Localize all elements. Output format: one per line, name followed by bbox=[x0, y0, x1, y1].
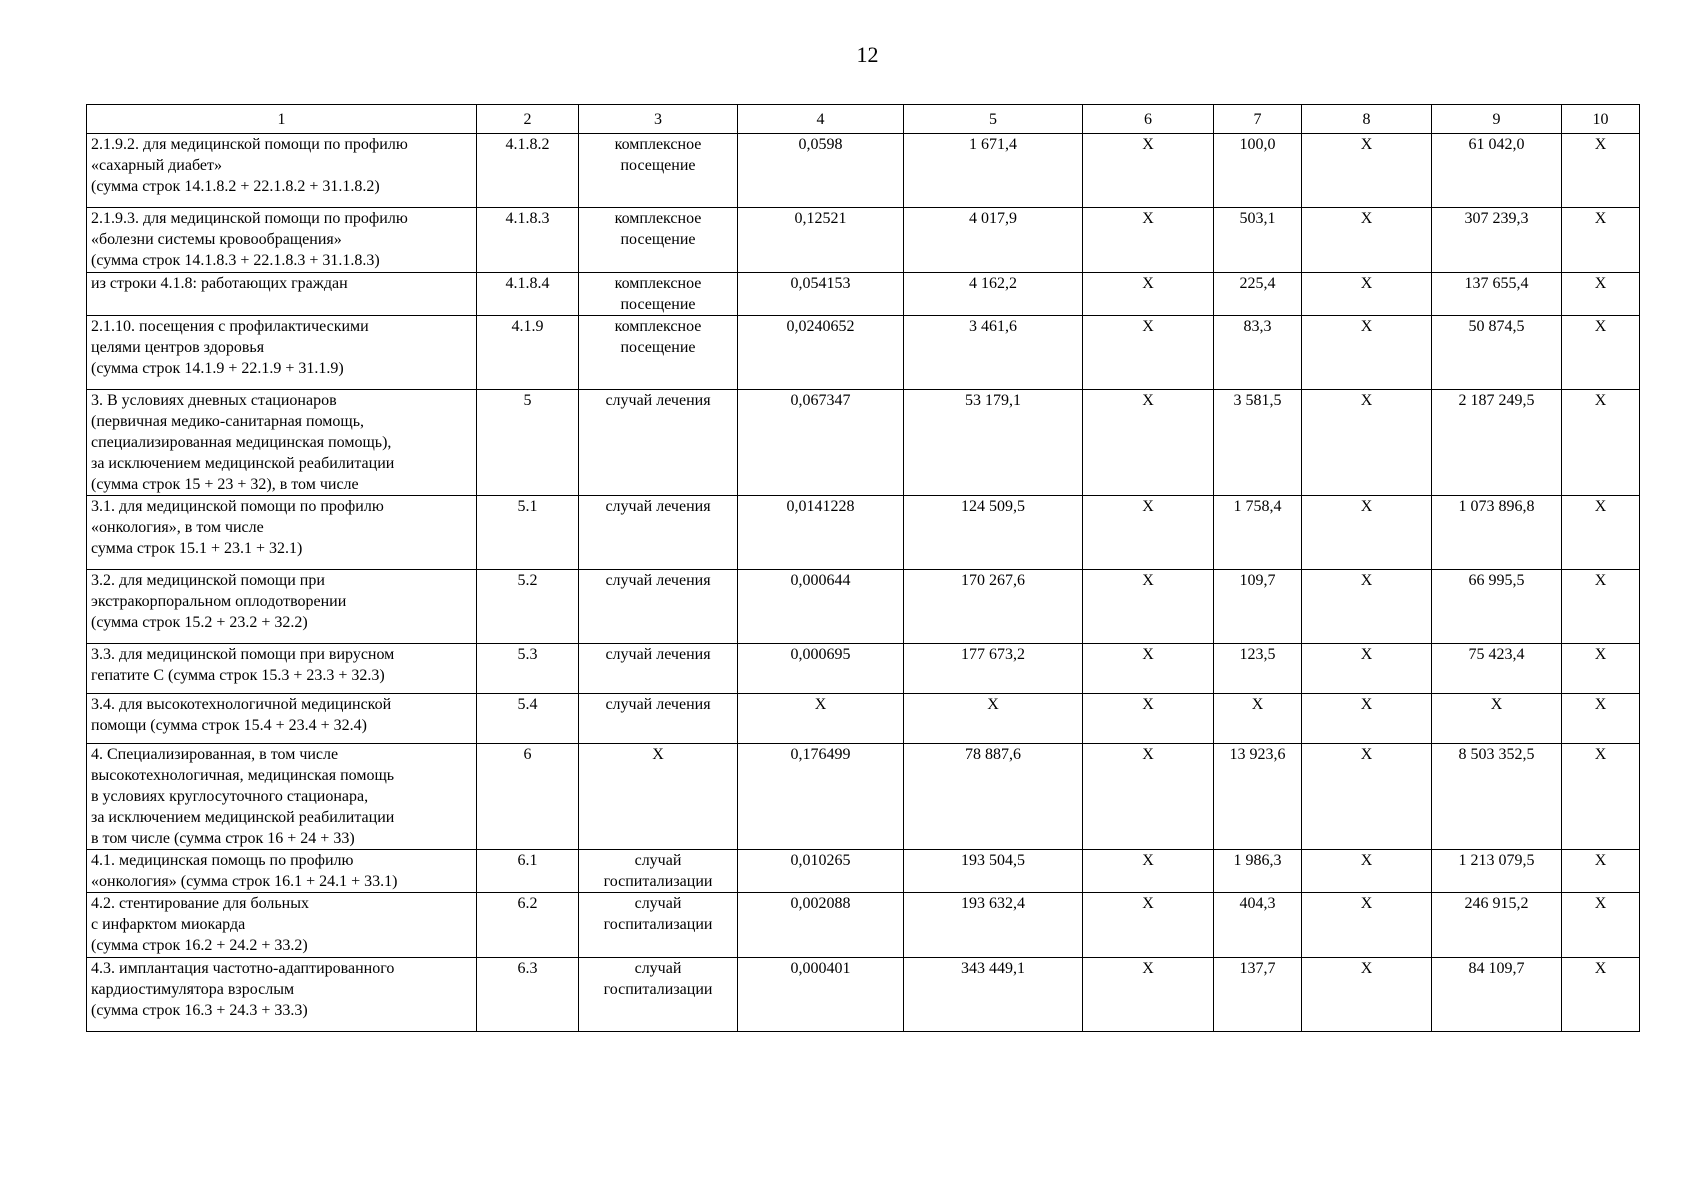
unit-cell: случай лечения bbox=[579, 694, 738, 744]
value-cell-10: Х bbox=[1562, 893, 1640, 958]
row-name-line: с инфарктом миокарда bbox=[91, 916, 246, 933]
value-cell-6: Х bbox=[1083, 208, 1214, 273]
value-cell-9: 75 423,4 bbox=[1432, 644, 1562, 694]
column-header: 1 bbox=[87, 105, 477, 134]
value-cell-10: Х bbox=[1562, 208, 1640, 273]
value-cell-5: 177 673,2 bbox=[904, 644, 1083, 694]
row-name-line: за исключением медицинской реабилитации bbox=[91, 809, 395, 826]
value-cell-8: Х bbox=[1302, 570, 1432, 644]
row-name-line: целями центров здоровья bbox=[91, 339, 265, 356]
column-header: 5 bbox=[904, 105, 1083, 134]
value-cell-5: 53 179,1 bbox=[904, 390, 1083, 496]
row-code-cell: 6 bbox=[477, 744, 579, 850]
value-cell-5: 170 267,6 bbox=[904, 570, 1083, 644]
row-code-cell: 4.1.8.4 bbox=[477, 273, 579, 316]
value-cell-5: 4 162,2 bbox=[904, 273, 1083, 316]
unit-cell: случай госпитализации bbox=[579, 850, 738, 893]
value-cell-4: 0,12521 bbox=[738, 208, 904, 273]
row-code-cell: 6.2 bbox=[477, 893, 579, 958]
value-cell-4: 0,000644 bbox=[738, 570, 904, 644]
value-cell-5: 3 461,6 bbox=[904, 316, 1083, 390]
column-header: 4 bbox=[738, 105, 904, 134]
value-cell-7: 13 923,6 bbox=[1214, 744, 1302, 850]
row-name-line: 2.1.9.2. для медицинской помощи по профилю bbox=[91, 136, 408, 153]
value-cell-6: Х bbox=[1083, 273, 1214, 316]
data-table bbox=[86, 104, 1640, 1032]
unit-cell: комплексное посещение bbox=[579, 208, 738, 273]
unit-cell: случай госпитализации bbox=[579, 958, 738, 1032]
row-name-line: 3.2. для медицинской помощи при bbox=[91, 572, 325, 589]
row-name-line: (сумма строк 14.1.9 + 22.1.9 + 31.1.9) bbox=[91, 360, 344, 377]
value-cell-4: 0,000401 bbox=[738, 958, 904, 1032]
row-code-cell: 5.3 bbox=[477, 644, 579, 694]
row-name-line: 2.1.9.3. для медицинской помощи по профилю bbox=[91, 210, 408, 227]
value-cell-4: 0,176499 bbox=[738, 744, 904, 850]
value-cell-8: Х bbox=[1302, 496, 1432, 570]
value-cell-4: 0,010265 bbox=[738, 850, 904, 893]
unit-cell: случай лечения bbox=[579, 570, 738, 644]
value-cell-7: 1 986,3 bbox=[1214, 850, 1302, 893]
row-name-cell bbox=[87, 134, 477, 208]
value-cell-10: Х bbox=[1562, 850, 1640, 893]
value-cell-7: 503,1 bbox=[1214, 208, 1302, 273]
value-cell-8: Х bbox=[1302, 644, 1432, 694]
value-cell-10: Х bbox=[1562, 570, 1640, 644]
value-cell-5: 78 887,6 bbox=[904, 744, 1083, 850]
value-cell-10: Х bbox=[1562, 958, 1640, 1032]
unit-cell: комплексное посещение bbox=[579, 316, 738, 390]
value-cell-8: Х bbox=[1302, 273, 1432, 316]
value-cell-6: Х bbox=[1083, 694, 1214, 744]
value-cell-6: Х bbox=[1083, 893, 1214, 958]
row-name-cell bbox=[87, 390, 477, 496]
value-cell-4: 0,0240652 bbox=[738, 316, 904, 390]
value-cell-7: 100,0 bbox=[1214, 134, 1302, 208]
value-cell-8: Х bbox=[1302, 390, 1432, 496]
value-cell-9: 1 213 079,5 bbox=[1432, 850, 1562, 893]
table-row bbox=[87, 496, 1640, 570]
column-header: 6 bbox=[1083, 105, 1214, 134]
table-row bbox=[87, 570, 1640, 644]
row-code-cell: 5 bbox=[477, 390, 579, 496]
row-name-line: «болезни системы кровообращения» bbox=[91, 231, 342, 248]
row-name-cell bbox=[87, 208, 477, 273]
value-cell-4: 0,067347 bbox=[738, 390, 904, 496]
value-cell-7: 3 581,5 bbox=[1214, 390, 1302, 496]
table-row bbox=[87, 744, 1640, 850]
value-cell-9: 137 655,4 bbox=[1432, 273, 1562, 316]
value-cell-6: Х bbox=[1083, 570, 1214, 644]
row-name-line: (сумма строк 14.1.8.3 + 22.1.8.3 + 31.1.8.3) bbox=[91, 252, 380, 269]
row-code-cell: 5.2 bbox=[477, 570, 579, 644]
unit-cell: комплексное посещение bbox=[579, 273, 738, 316]
row-name-line: 2.1.10. посещения с профилактическими bbox=[91, 318, 369, 335]
row-name-line: кардиостимулятора взрослым bbox=[91, 981, 295, 998]
value-cell-7: 109,7 bbox=[1214, 570, 1302, 644]
row-code-cell: 4.1.9 bbox=[477, 316, 579, 390]
value-cell-10: Х bbox=[1562, 644, 1640, 694]
value-cell-6: Х bbox=[1083, 496, 1214, 570]
unit-cell: случай лечения bbox=[579, 496, 738, 570]
value-cell-7: 137,7 bbox=[1214, 958, 1302, 1032]
header-row bbox=[87, 105, 1640, 134]
value-cell-9: 246 915,2 bbox=[1432, 893, 1562, 958]
row-name-line: 3.1. для медицинской помощи по профилю bbox=[91, 498, 384, 515]
value-cell-7: 225,4 bbox=[1214, 273, 1302, 316]
row-name-line: (сумма строк 14.1.8.2 + 22.1.8.2 + 31.1.8.2) bbox=[91, 178, 380, 195]
value-cell-5: 193 504,5 bbox=[904, 850, 1083, 893]
row-code-cell: 6.3 bbox=[477, 958, 579, 1032]
value-cell-9: Х bbox=[1432, 694, 1562, 744]
table-row bbox=[87, 694, 1640, 744]
value-cell-5: 124 509,5 bbox=[904, 496, 1083, 570]
value-cell-6: Х bbox=[1083, 134, 1214, 208]
row-name-cell bbox=[87, 316, 477, 390]
value-cell-9: 50 874,5 bbox=[1432, 316, 1562, 390]
value-cell-5: 4 017,9 bbox=[904, 208, 1083, 273]
value-cell-8: Х bbox=[1302, 893, 1432, 958]
row-name-line: «онкология», в том числе bbox=[91, 519, 264, 536]
value-cell-4: 0,0141228 bbox=[738, 496, 904, 570]
value-cell-4: 0,002088 bbox=[738, 893, 904, 958]
value-cell-4: 0,0598 bbox=[738, 134, 904, 208]
row-name-line: за исключением медицинской реабилитации bbox=[91, 455, 395, 472]
row-code-cell: 4.1.8.2 bbox=[477, 134, 579, 208]
table-row bbox=[87, 390, 1640, 496]
value-cell-8: Х bbox=[1302, 694, 1432, 744]
row-name-cell bbox=[87, 958, 477, 1032]
row-name-cell bbox=[87, 273, 477, 316]
row-name-line: 3.3. для медицинской помощи при вирусном bbox=[91, 646, 395, 663]
row-name-line: специализированная медицинская помощь), bbox=[91, 434, 392, 451]
row-name-line: 4.3. имплантация частотно-адаптированного bbox=[91, 960, 395, 977]
value-cell-10: Х bbox=[1562, 134, 1640, 208]
value-cell-9: 8 503 352,5 bbox=[1432, 744, 1562, 850]
row-name-line: из строки 4.1.8: работающих граждан bbox=[91, 275, 348, 292]
row-name-line: «онкология» (сумма строк 16.1 + 24.1 + 33.1) bbox=[91, 873, 398, 890]
row-code-cell: 6.1 bbox=[477, 850, 579, 893]
unit-cell: Х bbox=[579, 744, 738, 850]
value-cell-7: 1 758,4 bbox=[1214, 496, 1302, 570]
row-name-line: 3. В условиях дневных стационаров bbox=[91, 392, 337, 409]
value-cell-4: Х bbox=[738, 694, 904, 744]
value-cell-8: Х bbox=[1302, 958, 1432, 1032]
value-cell-6: Х bbox=[1083, 316, 1214, 390]
row-name-line: (сумма строк 16.3 + 24.3 + 33.3) bbox=[91, 1002, 308, 1019]
value-cell-7: 123,5 bbox=[1214, 644, 1302, 694]
row-name-line: в том числе (сумма строк 16 + 24 + 33) bbox=[91, 830, 355, 847]
value-cell-5: Х bbox=[904, 694, 1083, 744]
column-header: 3 bbox=[579, 105, 738, 134]
table-row bbox=[87, 208, 1640, 273]
value-cell-8: Х bbox=[1302, 316, 1432, 390]
value-cell-8: Х bbox=[1302, 134, 1432, 208]
value-cell-8: Х bbox=[1302, 208, 1432, 273]
column-header: 7 bbox=[1214, 105, 1302, 134]
value-cell-6: Х bbox=[1083, 390, 1214, 496]
value-cell-10: Х bbox=[1562, 694, 1640, 744]
value-cell-10: Х bbox=[1562, 273, 1640, 316]
value-cell-6: Х bbox=[1083, 850, 1214, 893]
value-cell-5: 343 449,1 bbox=[904, 958, 1083, 1032]
unit-cell: случай лечения bbox=[579, 390, 738, 496]
row-name-line: в условиях круглосуточного стационара, bbox=[91, 788, 369, 805]
row-name-line: сумма строк 15.1 + 23.1 + 32.1) bbox=[91, 540, 303, 557]
unit-cell: случай лечения bbox=[579, 644, 738, 694]
column-header: 8 bbox=[1302, 105, 1432, 134]
value-cell-10: Х bbox=[1562, 316, 1640, 390]
row-code-cell: 4.1.8.3 bbox=[477, 208, 579, 273]
value-cell-9: 1 073 896,8 bbox=[1432, 496, 1562, 570]
value-cell-9: 61 042,0 bbox=[1432, 134, 1562, 208]
value-cell-6: Х bbox=[1083, 744, 1214, 850]
value-cell-5: 193 632,4 bbox=[904, 893, 1083, 958]
value-cell-6: Х bbox=[1083, 958, 1214, 1032]
table-row bbox=[87, 273, 1640, 316]
page-number: 12 bbox=[856, 42, 879, 67]
row-code-cell: 5.1 bbox=[477, 496, 579, 570]
column-header: 10 bbox=[1562, 105, 1640, 134]
value-cell-4: 0,054153 bbox=[738, 273, 904, 316]
row-name-cell bbox=[87, 850, 477, 893]
row-name-line: высокотехнологичная, медицинская помощь bbox=[91, 767, 395, 784]
row-name-cell bbox=[87, 644, 477, 694]
row-name-line: помощи (сумма строк 15.4 + 23.4 + 32.4) bbox=[91, 717, 367, 734]
row-code-cell: 5.4 bbox=[477, 694, 579, 744]
value-cell-8: Х bbox=[1302, 744, 1432, 850]
value-cell-9: 66 995,5 bbox=[1432, 570, 1562, 644]
value-cell-9: 307 239,3 bbox=[1432, 208, 1562, 273]
column-header: 2 bbox=[477, 105, 579, 134]
table-row bbox=[87, 316, 1640, 390]
value-cell-9: 2 187 249,5 bbox=[1432, 390, 1562, 496]
value-cell-9: 84 109,7 bbox=[1432, 958, 1562, 1032]
value-cell-5: 1 671,4 bbox=[904, 134, 1083, 208]
value-cell-10: Х bbox=[1562, 496, 1640, 570]
row-name-line: 4.1. медицинская помощь по профилю bbox=[91, 852, 354, 869]
unit-cell: случай госпитализации bbox=[579, 893, 738, 958]
row-name-line: (сумма строк 15.2 + 23.2 + 32.2) bbox=[91, 614, 308, 631]
row-name-line: гепатите С (сумма строк 15.3 + 23.3 + 32.3) bbox=[91, 667, 385, 684]
value-cell-8: Х bbox=[1302, 850, 1432, 893]
row-name-line: 3.4. для высокотехнологичной медицинской bbox=[91, 696, 392, 713]
row-name-line: (сумма строк 15 + 23 + 32), в том числе bbox=[91, 476, 359, 493]
table-row bbox=[87, 850, 1640, 893]
value-cell-7: 83,3 bbox=[1214, 316, 1302, 390]
value-cell-10: Х bbox=[1562, 390, 1640, 496]
row-name-line: (первичная медико-санитарная помощь, bbox=[91, 413, 365, 430]
row-name-cell bbox=[87, 570, 477, 644]
table-row bbox=[87, 644, 1640, 694]
row-name-line: экстракорпоральном оплодотворении bbox=[91, 593, 347, 610]
table-row bbox=[87, 134, 1640, 208]
row-name-cell bbox=[87, 744, 477, 850]
unit-cell: комплексное посещение bbox=[579, 134, 738, 208]
row-name-cell bbox=[87, 496, 477, 570]
value-cell-4: 0,000695 bbox=[738, 644, 904, 694]
row-name-cell bbox=[87, 893, 477, 958]
value-cell-6: Х bbox=[1083, 644, 1214, 694]
value-cell-7: 404,3 bbox=[1214, 893, 1302, 958]
row-name-line: 4. Специализированная, в том числе bbox=[91, 746, 339, 763]
row-name-line: 4.2. стентирование для больных bbox=[91, 895, 309, 912]
row-name-line: (сумма строк 16.2 + 24.2 + 33.2) bbox=[91, 937, 308, 954]
column-header: 9 bbox=[1432, 105, 1562, 134]
table-row bbox=[87, 958, 1640, 1032]
row-name-cell bbox=[87, 694, 477, 744]
table-row bbox=[87, 893, 1640, 958]
value-cell-7: Х bbox=[1214, 694, 1302, 744]
value-cell-10: Х bbox=[1562, 744, 1640, 850]
row-name-line: «сахарный диабет» bbox=[91, 157, 222, 174]
